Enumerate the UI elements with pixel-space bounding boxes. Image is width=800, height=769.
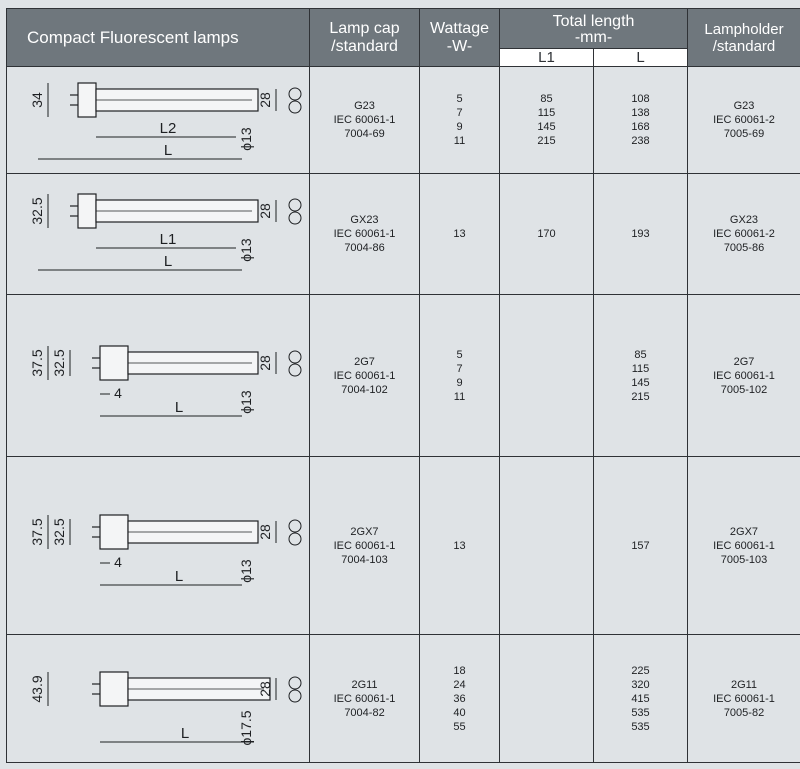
header-total-length-line2: -mm- <box>574 28 613 46</box>
wattage-cell-line: 11 <box>453 390 466 403</box>
lampholder-cell-line: IEC 60061-2 <box>713 228 775 240</box>
lamp-cap-cell-line: 7004-82 <box>344 706 385 719</box>
lampholder-cell <box>688 457 800 635</box>
lampholder-cell-line: IEC 60061-1 <box>713 692 775 705</box>
dim-inner-height-label: 32.5 <box>51 348 67 377</box>
length-l1-cell <box>500 174 594 295</box>
wattage-cell-line: 7 <box>456 362 463 375</box>
wattage-cell-line: 40 <box>453 706 466 719</box>
end-view-circle-top <box>289 677 301 689</box>
dim-diameter-label: ϕ13 <box>238 237 254 262</box>
lamp-cap-cell <box>310 67 420 174</box>
lamp-cap-cell-line: IEC 60061-1 <box>333 539 396 552</box>
wattage-cell-line: 9 <box>456 376 463 389</box>
lampholder-cell-line: 7005-103 <box>720 553 768 566</box>
length-l-cell-line: 157 <box>631 539 650 552</box>
wattage-cell-line: 11 <box>453 135 466 147</box>
dim-height-label: 34 <box>29 91 45 108</box>
lampholder-cell-line: 7005-82 <box>723 706 765 719</box>
lamp-cap-cell-line: IEC 60061-1 <box>333 369 396 382</box>
lamp-cap-cell-line: IEC 60061-1 <box>333 114 396 126</box>
dim-diameter-label: ϕ13 <box>238 389 254 414</box>
length-l-cell-line: 168 <box>631 121 650 133</box>
dim-tube-height-label: 28 <box>257 202 273 219</box>
length-l-cell-line: 238 <box>631 135 650 147</box>
lampholder-cell-line: 7005-86 <box>723 242 765 254</box>
wattage-cell-line: 24 <box>453 678 466 691</box>
end-view-circle-bottom <box>289 690 301 702</box>
header-l: L <box>594 49 688 67</box>
header-total-length-line1: Total length <box>552 12 635 30</box>
wattage-cell-line: 9 <box>456 121 463 133</box>
wattage-cell-line: 13 <box>453 228 466 240</box>
header-product: Compact Fluorescent lamps <box>7 9 310 67</box>
lampholder-cell <box>688 295 800 457</box>
dim-tube-height-label: 28 <box>257 354 273 371</box>
wattage-cell <box>420 174 500 295</box>
dim-tube-height-label: 28 <box>257 91 273 108</box>
length-l1-cell-line: 85 <box>540 93 553 105</box>
dim-length-label: L <box>163 252 173 270</box>
dim-height-label: 37.5 <box>29 348 45 377</box>
lampholder-cell-line: 2G11 <box>730 678 758 691</box>
end-view-circle-bottom <box>289 212 301 224</box>
header-wattage-line2: -W- <box>446 37 473 55</box>
header-total-length <box>500 9 688 49</box>
lamp-drawing <box>8 296 308 456</box>
table-row <box>7 295 800 457</box>
length-l-cell-line: 145 <box>631 376 650 389</box>
length-l1-cell-line: 115 <box>537 107 556 119</box>
dim-height-label: 43.9 <box>29 674 45 703</box>
end-view-circle-bottom <box>289 533 301 545</box>
lampholder-cell-line: G23 <box>733 100 755 112</box>
dim-diameter-label: ϕ13 <box>238 558 254 583</box>
lamp-drawing-cell <box>7 174 310 295</box>
header-l1: L1 <box>500 49 594 67</box>
length-l-cell-line: 138 <box>631 107 650 119</box>
length-l1-cell <box>500 457 594 635</box>
lamp-cap-cell-line: GX23 <box>350 214 379 226</box>
dim-pin-label: 4 <box>114 553 122 570</box>
dim-l2-label: L1 <box>159 230 177 248</box>
dim-diameter-label: ϕ17.5 <box>238 709 254 746</box>
lampholder-cell-line: IEC 60061-1 <box>713 369 775 382</box>
dim-tube-height-label: 28 <box>257 680 273 697</box>
end-view-circle-top <box>289 351 301 363</box>
lampholder-cell-line: 7005-102 <box>720 383 768 396</box>
header-lamp-cap <box>310 9 420 67</box>
lampholder-cell-line: IEC 60061-1 <box>713 539 775 552</box>
lamp-drawing <box>8 68 308 173</box>
header-lampholder <box>688 9 800 67</box>
lamp-cap-cell <box>310 457 420 635</box>
lamp-drawing-cell <box>7 67 310 174</box>
length-l1-cell <box>500 67 594 174</box>
lampholder-cell-line: IEC 60061-2 <box>713 114 775 126</box>
wattage-cell-line: 5 <box>456 93 463 105</box>
length-l1-cell-line: 145 <box>537 121 556 133</box>
table-row <box>7 457 800 635</box>
length-l-cell-line: 225 <box>631 664 650 677</box>
header-lamp-cap-line2: /standard <box>331 37 398 55</box>
end-view-circle-top <box>289 88 301 100</box>
lamp-base <box>78 83 96 117</box>
lamp-cap-cell <box>310 295 420 457</box>
lamp-cap-cell-line: 7004-102 <box>341 383 388 396</box>
lamp-cap-cell-line: IEC 60061-1 <box>333 692 396 705</box>
dim-pin-label: 4 <box>114 384 122 401</box>
wattage-cell <box>420 295 500 457</box>
lamp-spec-table <box>6 8 800 763</box>
length-l-cell-line: 85 <box>634 348 647 361</box>
lamp-drawing-cell <box>7 457 310 635</box>
dim-height-label: 32.5 <box>29 196 45 225</box>
dim-length-label: L <box>163 141 173 159</box>
lamp-drawing-cell <box>7 635 310 763</box>
length-l1-cell <box>500 635 594 763</box>
wattage-cell-line: 18 <box>453 664 466 677</box>
dim-height-label: 37.5 <box>29 517 45 546</box>
dim-diameter-label: ϕ13 <box>238 126 254 151</box>
lamp-cap-cell-line: 7004-86 <box>344 242 385 254</box>
length-l-cell-line: 415 <box>631 692 650 705</box>
length-l-cell <box>594 67 688 174</box>
lamp-base <box>100 672 128 706</box>
lampholder-cell-line: 2GX7 <box>729 525 759 538</box>
wattage-cell-line: 7 <box>456 107 463 119</box>
length-l-cell-line: 320 <box>631 678 650 691</box>
length-l-cell-line: 535 <box>631 706 650 719</box>
end-view-circle-top <box>289 199 301 211</box>
lamp-base <box>78 194 96 228</box>
length-l-cell <box>594 295 688 457</box>
length-l-cell-line: 215 <box>631 390 650 403</box>
lamp-cap-cell-line: 7004-103 <box>341 553 388 566</box>
length-l1-cell-line: 215 <box>537 135 556 147</box>
wattage-cell <box>420 67 500 174</box>
lamp-drawing-cell <box>7 295 310 457</box>
lampholder-cell <box>688 635 800 763</box>
length-l-cell <box>594 635 688 763</box>
header-lampholder-line1: Lampholder <box>704 20 784 38</box>
end-view-circle-bottom <box>289 364 301 376</box>
lampholder-cell-line: GX23 <box>729 214 759 226</box>
table-row <box>7 635 800 763</box>
dim-l2-label: L2 <box>159 119 177 137</box>
lamp-drawing <box>8 175 308 294</box>
wattage-cell <box>420 635 500 763</box>
length-l-cell-line: 115 <box>631 362 650 375</box>
dim-tube-height-label: 28 <box>257 523 273 540</box>
wattage-cell-line: 5 <box>456 348 463 361</box>
table-row <box>7 67 800 174</box>
lamp-cap-cell-line: 2GX7 <box>350 525 379 538</box>
lamp-drawing <box>8 458 308 634</box>
lampholder-cell-line: 2G7 <box>733 355 755 368</box>
header-wattage <box>420 9 500 67</box>
wattage-cell <box>420 457 500 635</box>
dim-inner-height-label: 32.5 <box>51 517 67 546</box>
header-lamp-cap-line1: Lamp cap <box>329 19 400 37</box>
header-wattage-line1: Wattage <box>430 19 489 37</box>
length-l1-cell-line: 170 <box>537 228 556 240</box>
lampholder-cell-line: 7005-69 <box>723 128 765 140</box>
lampholder-cell <box>688 67 800 174</box>
length-l-cell <box>594 457 688 635</box>
lamp-cap-cell-line: IEC 60061-1 <box>333 228 396 240</box>
dim-length-label: L <box>180 724 190 742</box>
end-view-circle-bottom <box>289 101 301 113</box>
table-row <box>7 174 800 295</box>
length-l-cell-line: 108 <box>631 93 650 105</box>
end-view-circle-top <box>289 520 301 532</box>
lamp-cap-cell-line: 2G7 <box>354 355 375 368</box>
length-l-cell <box>594 174 688 295</box>
lampholder-cell <box>688 174 800 295</box>
wattage-cell-line: 13 <box>453 539 466 552</box>
length-l1-cell <box>500 295 594 457</box>
length-l-cell-line: 193 <box>631 228 650 240</box>
lamp-cap-cell-line: G23 <box>354 100 375 112</box>
length-l-cell-line: 535 <box>631 720 650 733</box>
lamp-base <box>100 346 128 380</box>
lamp-cap-cell <box>310 174 420 295</box>
header-lampholder-line2: /standard <box>712 37 776 55</box>
dim-length-label: L <box>174 567 184 585</box>
lamp-drawing <box>8 636 308 762</box>
wattage-cell-line: 55 <box>453 720 466 733</box>
lamp-cap-cell-line: 2G11 <box>351 678 378 691</box>
wattage-cell-line: 36 <box>453 692 466 705</box>
lamp-cap-cell <box>310 635 420 763</box>
lamp-base <box>100 515 128 549</box>
lamp-cap-cell-line: 7004-69 <box>344 128 385 140</box>
dim-length-label: L <box>174 398 184 416</box>
